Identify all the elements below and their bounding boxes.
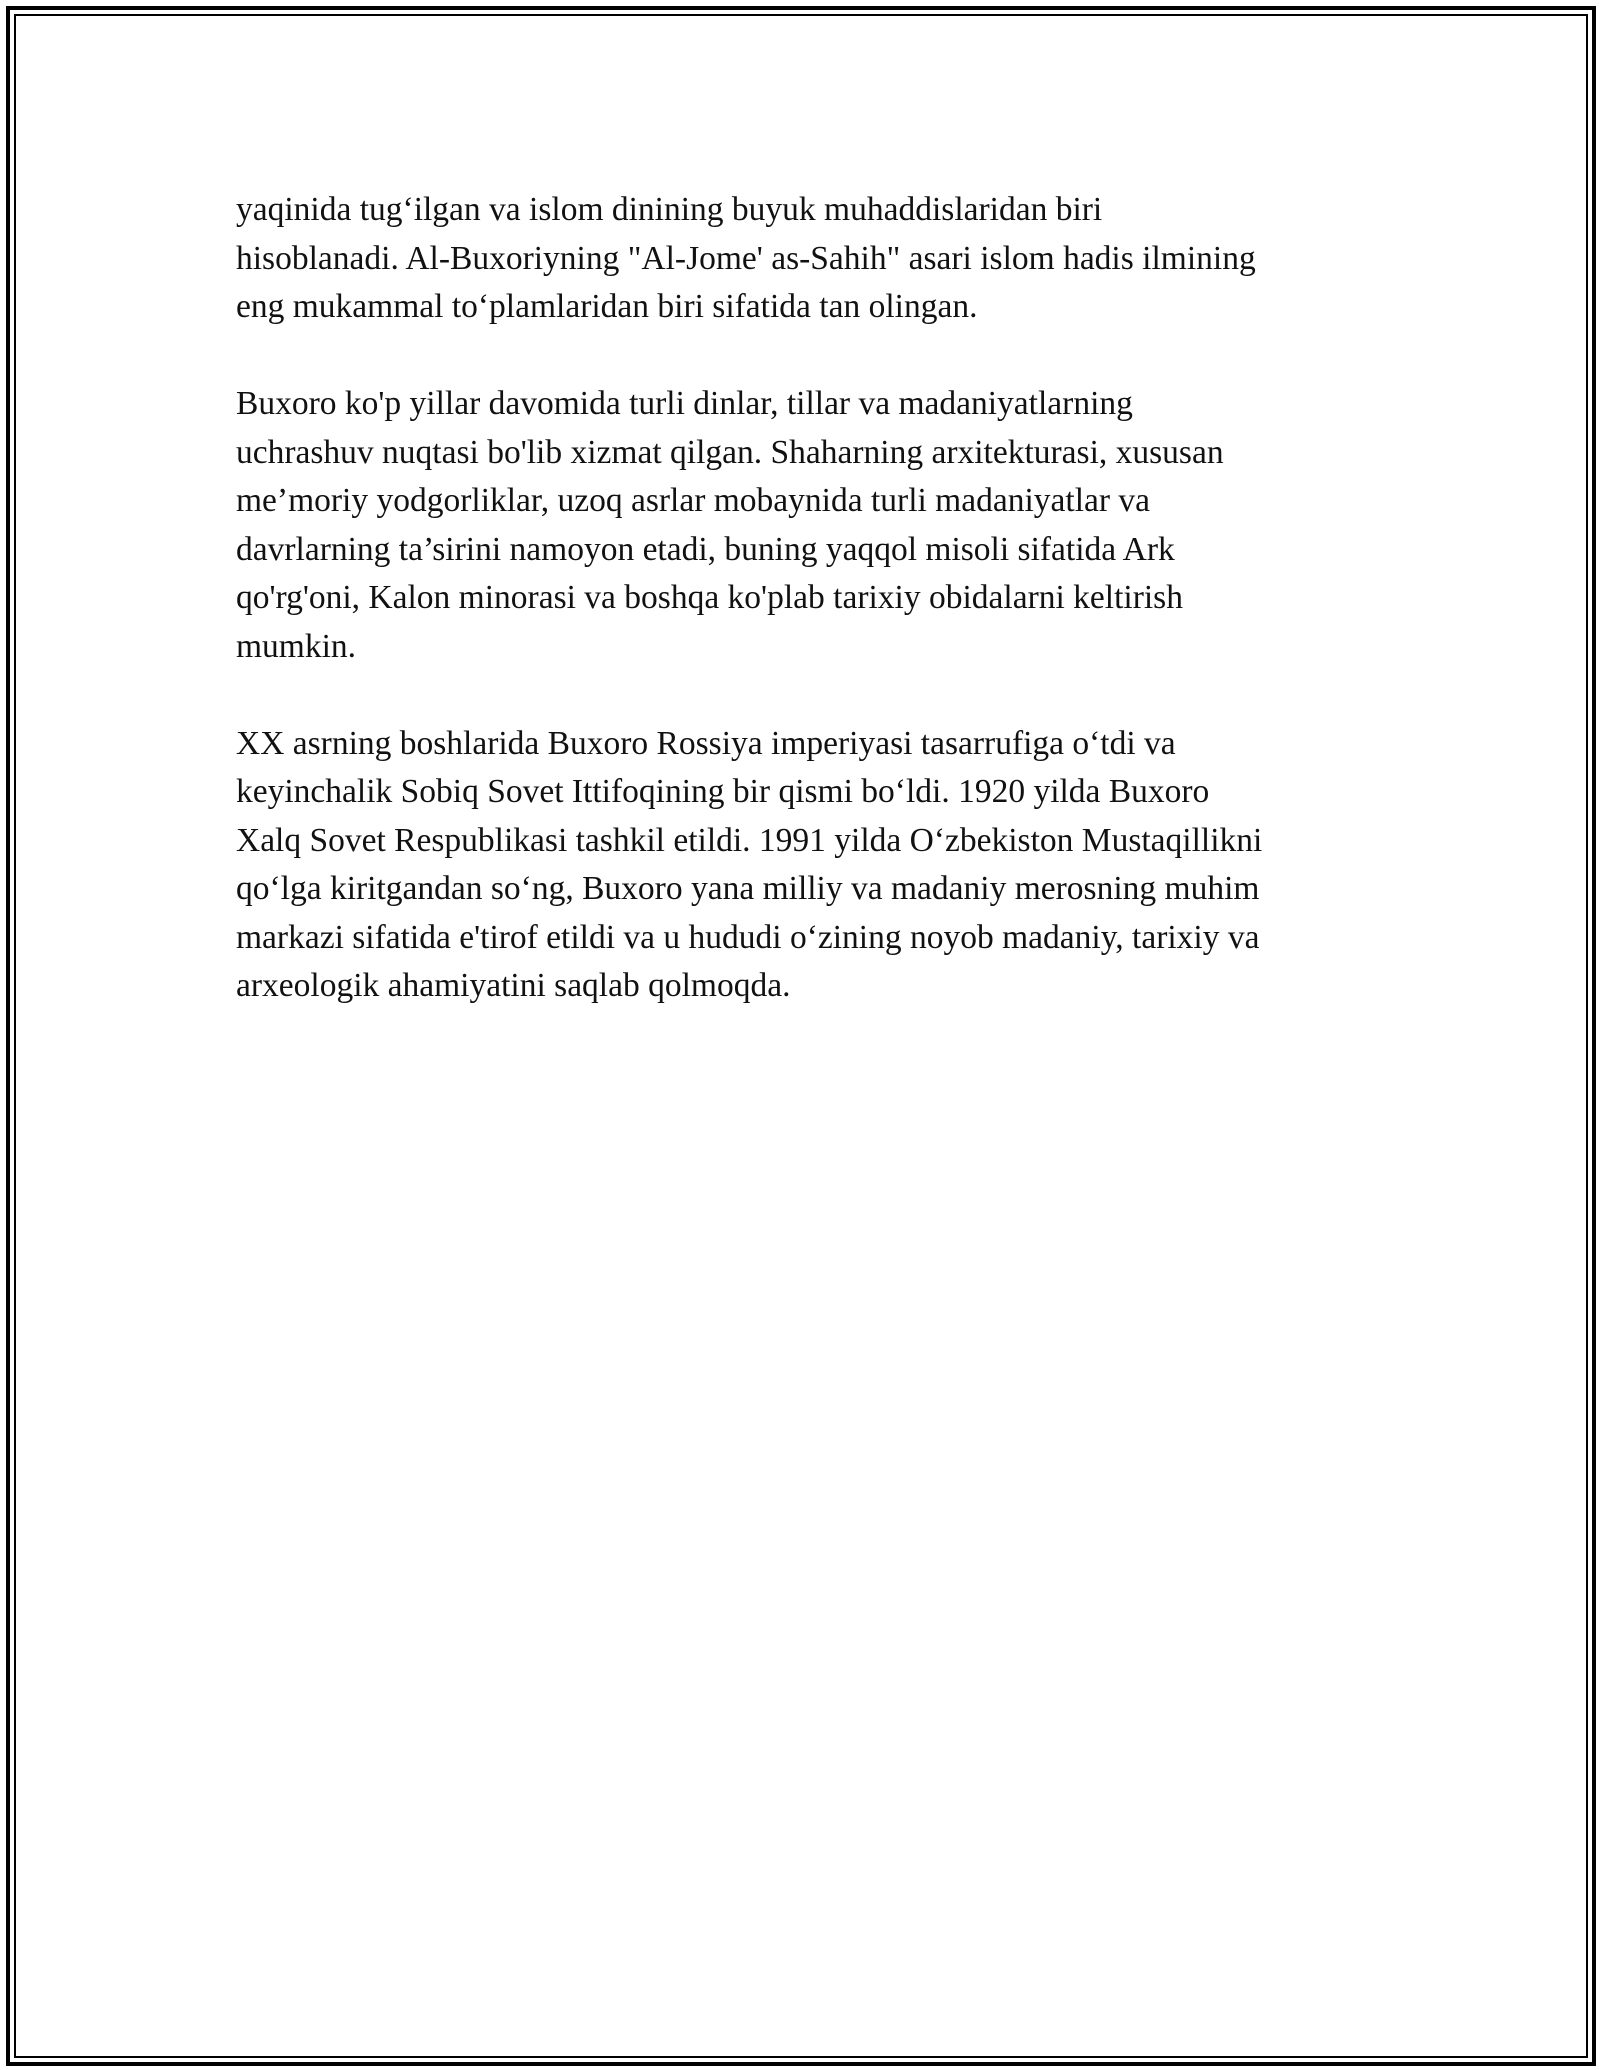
text-line: Xalq Sovet Respublikasi tashkil etildi. 1991 yilda O‘zbekiston Mustaqillikni bbox=[236, 821, 1263, 859]
text-line: qo‘lga kiritgandan so‘ng, Buxoro yana milliy va madaniy merosning muhim bbox=[236, 870, 1260, 907]
text-line: davrlarning ta’sirini namoyon etadi, buning yaqqol misoli sifatida Ark bbox=[236, 530, 1175, 568]
text-line: hisoblanadi. Al-Buxoriyning "Al-Jome' as-Sahih" asari islom hadis ilmining bbox=[236, 239, 1256, 277]
text-line: arxeologik ahamiyatini saqlab qolmoqda. bbox=[236, 967, 791, 1004]
text-line: me’moriy yodgorliklar, uzoq asrlar mobaynida turli madaniyatlar va bbox=[236, 482, 1151, 519]
paragraph-1 bbox=[236, 186, 1364, 332]
paragraph-2 bbox=[236, 380, 1364, 671]
text-line: markazi sifatida e'tirof etildi va u hududi o‘zining noyob madaniy, tarixiy va bbox=[236, 918, 1260, 956]
text-line: eng mukammal to‘plamlaridan biri sifatida tan olingan. bbox=[236, 288, 978, 325]
text-line: uchrashuv nuqtasi bo'lib xizmat qilgan. Shaharning arxitekturasi, xususan bbox=[236, 433, 1224, 471]
text-line: keyinchalik Sobiq Sovet Ittifoqining bir qismi bo‘ldi. 1920 yilda Buxoro bbox=[236, 773, 1210, 810]
document-body bbox=[236, 186, 1364, 1059]
text-line: Buxoro ko'p yillar davomida turli dinlar, tillar va madaniyatlarning bbox=[236, 385, 1133, 422]
text-line: yaqinida tug‘ilgan va islom dinining buyuk muhaddislaridan biri bbox=[236, 191, 1103, 228]
paragraph-3 bbox=[236, 720, 1364, 1011]
text-line: XX asrning boshlarida Buxoro Rossiya imperiyasi tasarrufiga o‘tdi va bbox=[236, 724, 1176, 762]
text-line: qo'rg'oni, Kalon minorasi va boshqa ko'plab tarixiy obidalarni keltirish bbox=[236, 579, 1183, 616]
text-line: mumkin. bbox=[236, 627, 357, 665]
